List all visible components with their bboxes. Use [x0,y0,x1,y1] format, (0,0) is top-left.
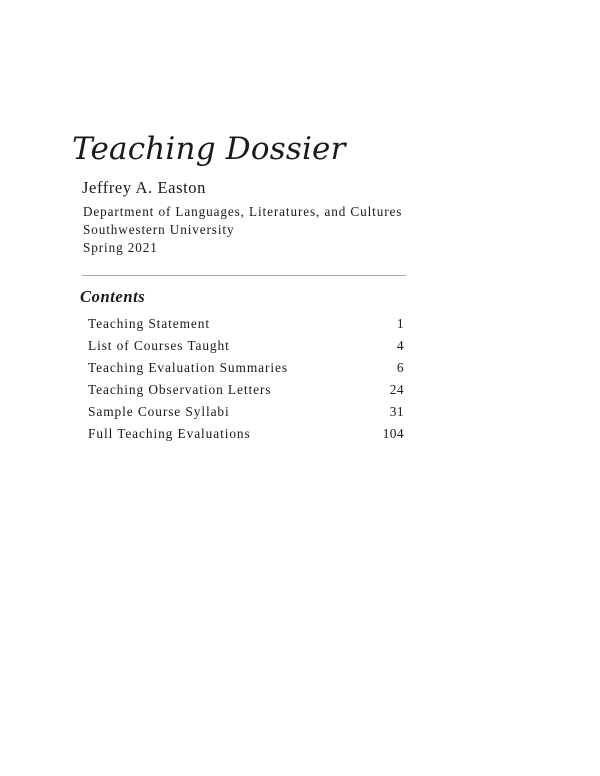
toc-entry[interactable] [88,423,404,445]
toc-entry-label: List of Courses Taught [88,338,230,353]
divider-rule [82,275,406,276]
toc-entry-page: 104 [382,426,404,441]
toc-entry-label: Teaching Evaluation Summaries [88,360,288,375]
contents-heading: Contents [80,287,146,306]
toc-entry[interactable] [88,313,404,335]
table-of-contents [88,313,404,445]
toc-entry[interactable] [88,335,404,357]
author-name: Jeffrey A. Easton [82,178,206,197]
toc-entry-label: Full Teaching Evaluations [88,426,251,441]
university-line: Southwestern University [83,222,235,237]
term-line: Spring 2021 [83,240,158,255]
toc-entry-page: 24 [389,382,404,397]
toc-entry-label: Sample Course Syllabi [88,404,230,419]
department-line: Department of Languages, Literatures, and Cultures [83,204,403,219]
document-title: Teaching Dossier [72,131,346,167]
toc-entry-page: 6 [396,360,404,375]
toc-entry-page: 1 [396,316,404,331]
toc-entry[interactable] [88,357,404,379]
toc-entry-page: 31 [389,404,404,419]
toc-entry-page: 4 [396,338,404,353]
affiliation-block [83,203,402,257]
toc-entry[interactable] [88,379,404,401]
toc-entry-label: Teaching Statement [88,316,210,331]
toc-entry[interactable] [88,401,404,423]
toc-entry-label: Teaching Observation Letters [88,382,272,397]
